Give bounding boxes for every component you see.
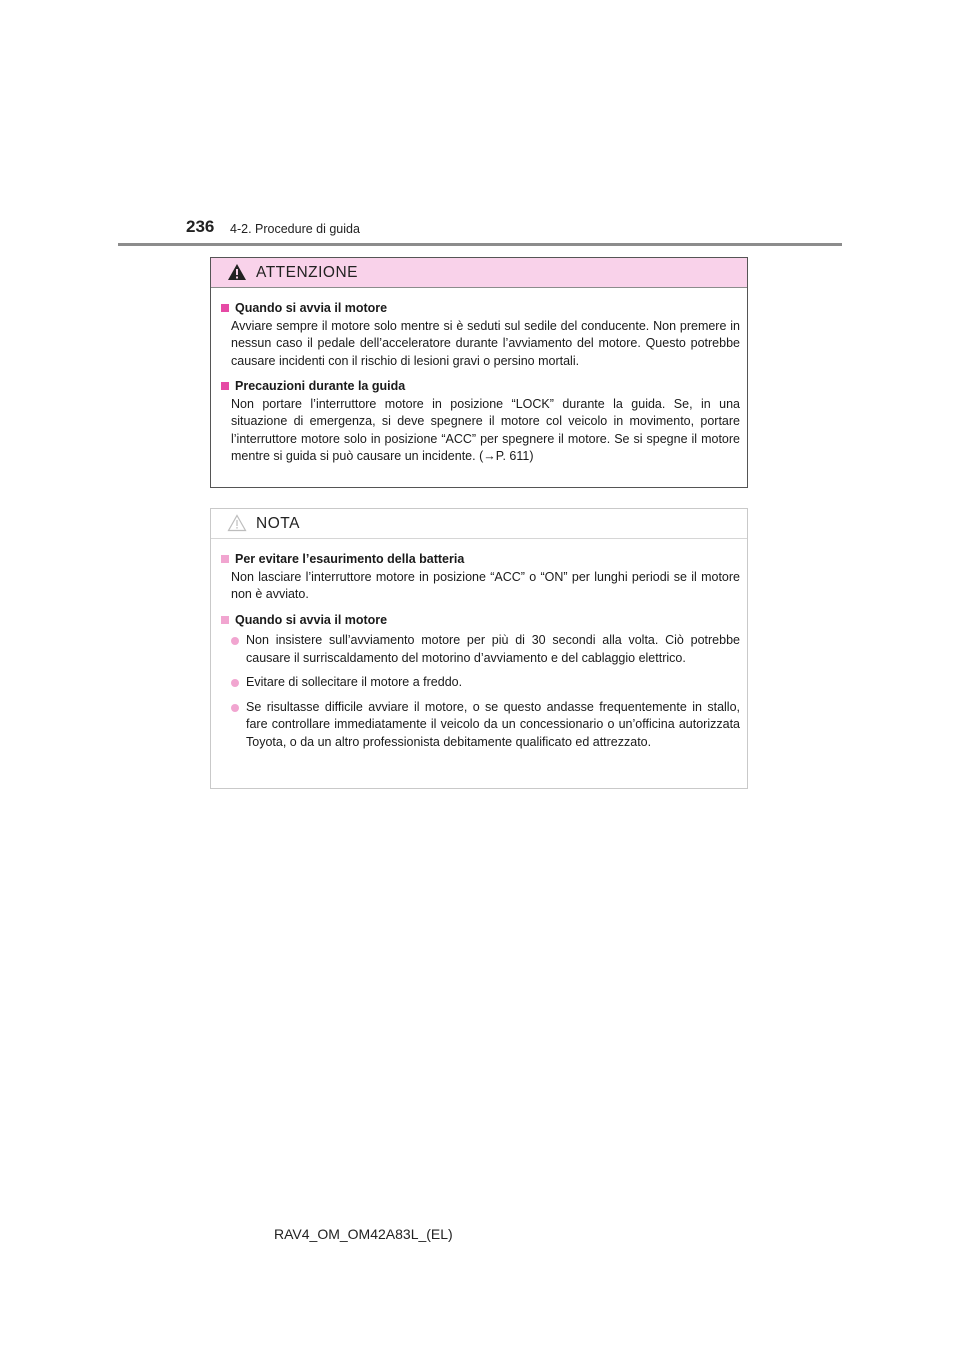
page-number: 236 (186, 217, 215, 236)
square-bullet-icon (221, 555, 229, 563)
note-section-heading: Per evitare l’esaurimento della batteria (235, 552, 465, 566)
warning-triangle-outline-icon (227, 514, 247, 532)
note-section-text: Non lasciare l’interruttore motore in posizione “ACC” o “ON” per lunghi periodi se il motore non è avviato. (231, 569, 740, 601)
round-bullet-icon (231, 704, 239, 712)
warning-triangle-icon (227, 263, 247, 281)
attention-section-heading: Precauzioni durante la guida (235, 379, 406, 393)
square-bullet-icon (221, 304, 229, 312)
list-item (221, 699, 740, 752)
document-code: RAV4_OM_OM42A83L_(EL) (274, 1226, 453, 1242)
round-bullet-icon (231, 679, 239, 687)
attention-section (221, 378, 740, 466)
note-section (221, 551, 740, 604)
note-box-header (211, 509, 747, 539)
attention-section-text: Non portare l’interruttore motore in posizione “LOCK” durante la guida. Se, in una situazione di emergenza, si deve spegnere il motore col veicolo in movimento, portare l’interruttore motore solo in posizione “ACC” per spegnere il motore. Se si spegne il motore mentre si guida si può causare un incidente. (→P. 611) (231, 396, 740, 463)
attention-section-text: Avviare sempre il motore solo mentre si è seduti sul sedile del conducente. Non premere in nessun caso il pedale dell’acceleratore durante l’avviamento del motore. Questo potrebbe causare incidenti con il rischio di lesioni gravi o persino mortali. (231, 318, 740, 368)
note-box (210, 508, 748, 789)
header-rule (118, 243, 842, 246)
note-box-title: NOTA (256, 515, 300, 532)
note-section (221, 612, 740, 752)
attention-box-title: ATTENZIONE (256, 264, 359, 281)
list-item-text: Se risultasse difficile avviare il motore, o se questo andasse frequentemente in stallo, fare controllare immediatamente il veicolo da un concessionario o un’officina autorizzata Toyota, o da un altro professionista debitamente qualificato ed attrezzato. (246, 699, 740, 749)
list-item-text: Evitare di sollecitare il motore a freddo. (246, 675, 463, 689)
list-item (221, 674, 740, 692)
list-item-text: Non insistere sull’avviamento motore per più di 30 secondi alla volta. Ciò potrebbe causare il surriscaldamento del motorino d’avviamento e del cablaggio elettrico. (246, 633, 740, 665)
attention-section-heading: Quando si avvia il motore (235, 301, 388, 315)
attention-box-header (211, 258, 747, 288)
section-title: 4-2. Procedure di guida (230, 222, 360, 236)
square-bullet-icon (221, 616, 229, 624)
attention-box (210, 257, 748, 488)
square-bullet-icon (221, 382, 229, 390)
list-item (221, 632, 740, 667)
note-section-heading: Quando si avvia il motore (235, 612, 388, 627)
round-bullet-icon (231, 637, 239, 645)
attention-section (221, 300, 740, 370)
